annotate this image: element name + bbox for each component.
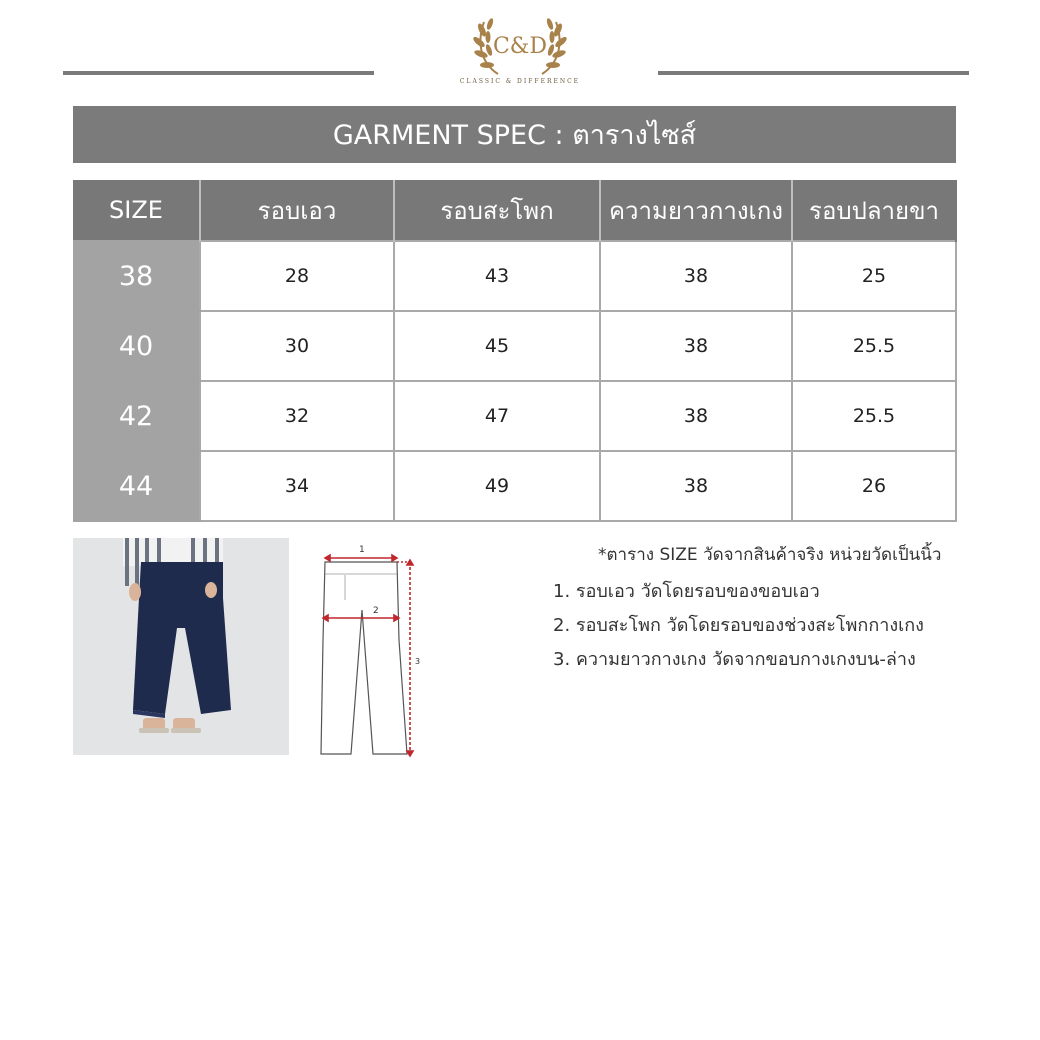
product-photo (73, 538, 289, 755)
size-cell: 44 (73, 451, 200, 521)
waist-cell: 28 (200, 241, 394, 311)
hem-cell: 26 (792, 451, 956, 521)
measurement-diagram (315, 540, 430, 762)
header-rule-left (63, 71, 374, 75)
table-row (73, 381, 956, 451)
legend-item-length: 3. ความยาวกางเกง วัดจากขอบกางเกงบน-ล่าง (553, 649, 916, 670)
hip-cell: 43 (394, 241, 600, 311)
hem-cell: 25.5 (792, 311, 956, 381)
legend-item-waist: 1. รอบเอว วัดโดยรอบของขอบเอว (553, 581, 820, 602)
hem-cell: 25 (792, 241, 956, 311)
hip-cell: 47 (394, 381, 600, 451)
legend-item-hip: 2. รอบสะโพก วัดโดยรอบของช่วงสะโพกกางเกง (553, 615, 924, 636)
header-rule-right (658, 71, 969, 75)
column-header-waist: รอบเอว (200, 180, 394, 241)
column-header-hip: รอบสะโพก (394, 180, 600, 241)
unit-note: *ตาราง SIZE วัดจากสินค้าจริง หน่วยวัดเป็นนิ้ว (598, 545, 942, 565)
length-cell: 38 (600, 311, 792, 381)
size-cell: 42 (73, 381, 200, 451)
waist-cell: 30 (200, 311, 394, 381)
measurement-legend (553, 576, 924, 678)
size-cell: 38 (73, 241, 200, 311)
diagram-label-length: 3 (415, 657, 421, 666)
diagram-label-waist: 1 (359, 545, 365, 555)
waist-cell: 32 (200, 381, 394, 451)
column-header-size: SIZE (73, 180, 200, 241)
table-row (73, 241, 956, 311)
length-cell: 38 (600, 381, 792, 451)
length-cell: 38 (600, 241, 792, 311)
brand-tagline: CLASSIC & DIFFERENCE (459, 78, 581, 85)
size-cell: 40 (73, 311, 200, 381)
diagram-label-hip: 2 (373, 606, 379, 616)
hip-cell: 49 (394, 451, 600, 521)
hem-cell: 25.5 (792, 381, 956, 451)
svg-text:C&D: C&D (492, 34, 548, 59)
page-title: GARMENT SPEC : ตารางไซส์ (73, 106, 956, 163)
column-header-length: ความยาวกางเกง (600, 180, 792, 241)
column-header-hem: รอบปลายขา (792, 180, 956, 241)
table-header-row (73, 180, 956, 241)
table-row (73, 451, 956, 521)
size-table (73, 180, 957, 522)
table-row (73, 311, 956, 381)
hip-cell: 45 (394, 311, 600, 381)
length-cell: 38 (600, 451, 792, 521)
waist-cell: 34 (200, 451, 394, 521)
